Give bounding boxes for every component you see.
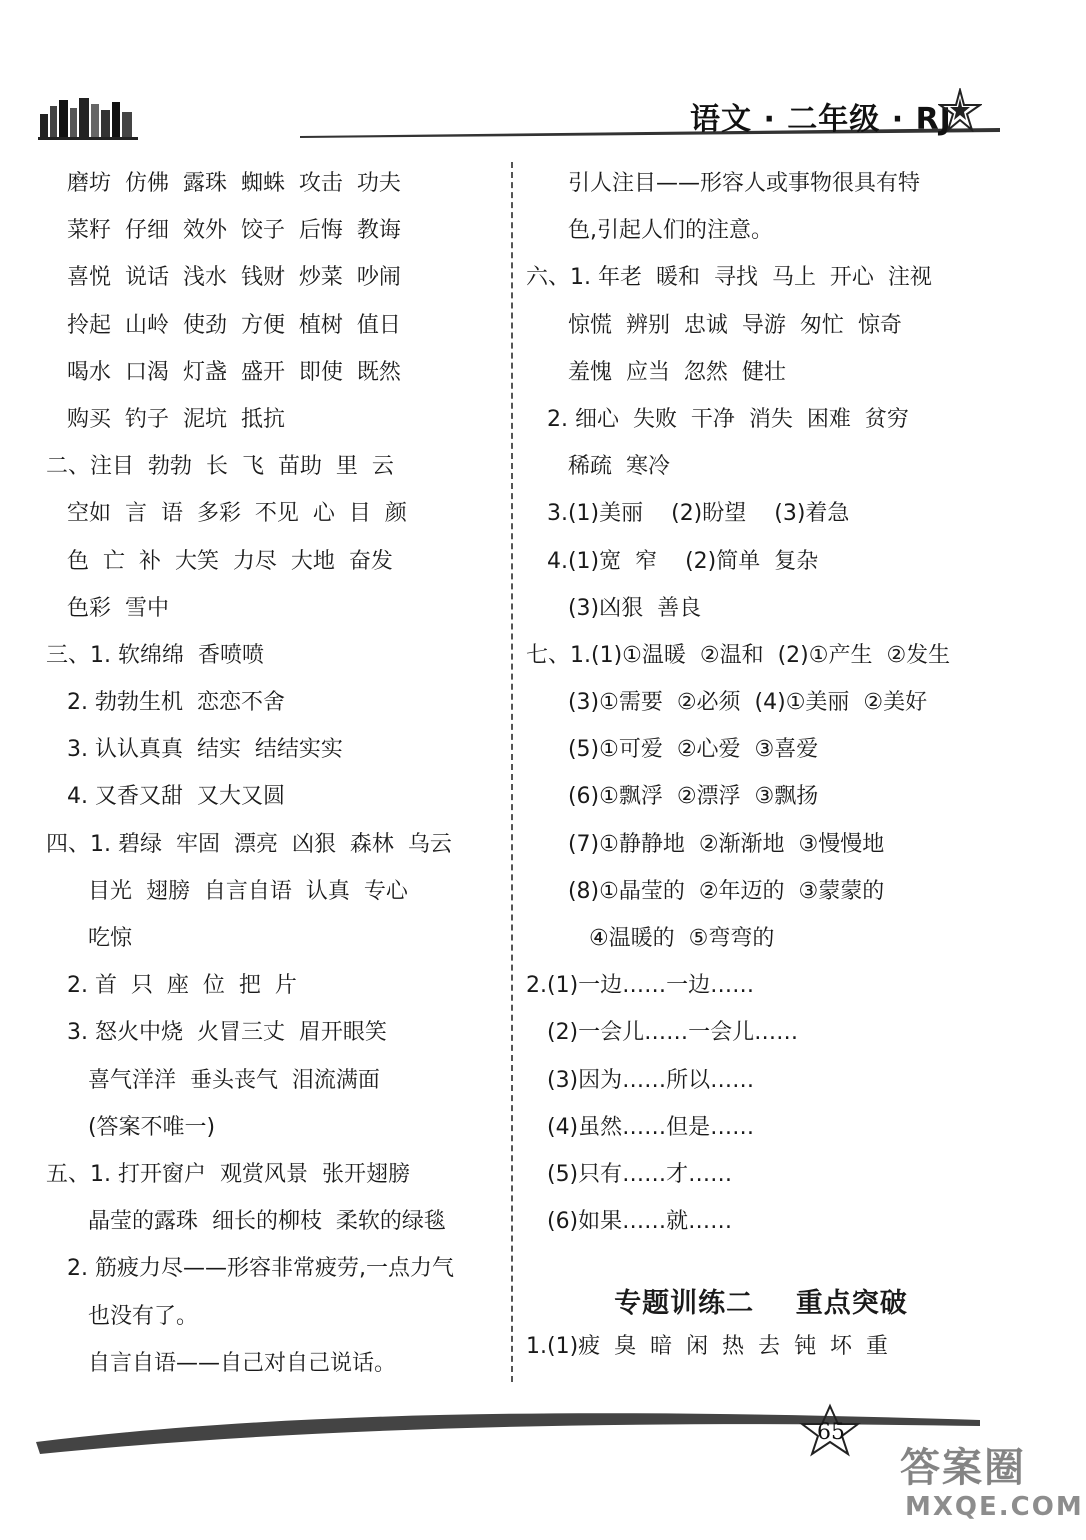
answer-line: 4.(1)宽 窄 (2)简单 复杂 <box>526 548 819 574</box>
answer-line: (3)因为……所以…… <box>526 1067 755 1093</box>
answer-line: (答案不唯一) <box>46 1114 216 1140</box>
answer-line: 2.(1)一边……一边…… <box>526 973 755 999</box>
answer-line: (3)凶狠 善良 <box>526 595 702 621</box>
star-icon <box>938 88 982 132</box>
answer-line: 二、注目 勃勃 长 飞 苗助 里 云 <box>46 454 394 480</box>
answer-line: 喜气洋洋 垂头丧气 泪流满面 <box>46 1067 380 1093</box>
answer-line: 2. 筋疲力尽——形容非常疲劳,一点力气 <box>46 1256 454 1282</box>
answer-line: (5)①可爱 ②心爱 ③喜爱 <box>526 737 819 763</box>
answer-line: 4. 又香又甜 又大又圆 <box>46 784 285 810</box>
answer-line: 3.(1)美丽 (2)盼望 (3)着急 <box>526 501 850 527</box>
answer-line: 惊慌 辨别 忠诚 导游 匆忙 惊奇 <box>526 312 902 338</box>
answer-line: 菜籽 仔细 效外 饺子 后悔 教诲 <box>46 218 401 244</box>
answer-line: 购买 钓子 泥坑 抵抗 <box>46 406 285 432</box>
answer-line: 五、1. 打开窗户 观赏风景 张开翅膀 <box>46 1161 410 1187</box>
answer-line: 2. 细心 失败 干净 消失 困难 贫穷 <box>526 406 909 432</box>
answer-line: 也没有了。 <box>46 1303 198 1329</box>
answer-line: (5)只有……才…… <box>526 1161 733 1187</box>
answer-line: 羞愧 应当 忽然 健壮 <box>526 359 786 385</box>
answer-line: 目光 翅膀 自言自语 认真 专心 <box>46 878 408 904</box>
book-stack-logo-icon <box>38 96 138 140</box>
answer-line: 四、1. 碧绿 牢固 漂亮 凶狠 森林 乌云 <box>46 831 452 857</box>
page-header <box>0 0 1086 150</box>
answer-line: 稀疏 寒冷 <box>526 454 670 480</box>
answer-line: (6)如果……就…… <box>526 1209 733 1235</box>
answer-line: 六、1. 年老 暖和 寻找 马上 开心 注视 <box>526 265 932 291</box>
answer-line: 七、1.(1)①温暖 ②温和 (2)①产生 ②发生 <box>526 642 951 668</box>
watermark-url: MXQE.COM <box>905 1492 1084 1522</box>
answer-line: ④温暖的 ⑤弯弯的 <box>526 926 775 951</box>
page-number: 65 <box>817 1420 845 1445</box>
answer-line: 三、1. 软绵绵 香喷喷 <box>46 642 264 668</box>
answer-line: 拎起 山岭 使劲 方便 植树 值日 <box>46 312 401 338</box>
answer-line: 喝水 口渴 灯盏 盛开 即使 既然 <box>46 359 401 385</box>
answer-line: (3)①需要 ②必须 (4)①美丽 ②美好 <box>526 690 928 716</box>
answer-line: 2. 勃勃生机 恋恋不舍 <box>46 690 285 716</box>
answer-line: 3. 认认真真 结实 结结实实 <box>46 737 343 763</box>
answer-line: 晶莹的露珠 细长的柳枝 柔软的绿毯 <box>46 1209 446 1235</box>
answer-line: 2. 首 只 座 位 把 片 <box>46 973 297 999</box>
header-title: 语文 · 二年级 · RJ <box>690 102 952 137</box>
answer-line: 色彩 雪中 <box>46 595 169 621</box>
answer-line: 喜悦 说话 浅水 钱财 炒菜 吵闹 <box>46 265 401 291</box>
answer-line: 吃惊 <box>46 926 132 951</box>
answer-line: 3. 怒火中烧 火冒三丈 眉开眼笑 <box>46 1020 387 1046</box>
column-divider <box>511 162 513 1382</box>
answer-line: (2)一会儿……一会儿…… <box>526 1020 799 1046</box>
watermark-logo: 答案圈 <box>900 1445 1026 1491</box>
answer-line: 色 亡 补 大笑 力尽 大地 奋发 <box>46 548 393 574</box>
left-column <box>46 160 496 1387</box>
answer-line: (4)虽然……但是…… <box>526 1114 755 1140</box>
answer-line: 引人注目——形容人或事物很具有特 <box>526 171 920 196</box>
answer-line: 空如 言 语 多彩 不见 心 目 颜 <box>46 501 407 527</box>
answer-line: (6)①飘浮 ②漂浮 ③飘扬 <box>526 784 819 810</box>
answer-line: 色,引起人们的注意。 <box>526 218 773 244</box>
answer-line: (7)①静静地 ②渐渐地 ③慢慢地 <box>526 831 885 857</box>
right-column <box>526 160 996 1370</box>
section-heading: 专题训练二 重点突破 <box>614 1288 908 1320</box>
answer-line: 1.(1)疲 臭 暗 闲 热 去 钝 坏 重 <box>526 1333 889 1359</box>
answer-line: (8)①晶莹的 ②年迈的 ③蒙蒙的 <box>526 878 885 904</box>
answer-line: 自言自语——自己对自己说话。 <box>46 1350 396 1376</box>
answer-line: 磨坊 仿佛 露珠 蜘蛛 攻击 功夫 <box>46 171 401 196</box>
